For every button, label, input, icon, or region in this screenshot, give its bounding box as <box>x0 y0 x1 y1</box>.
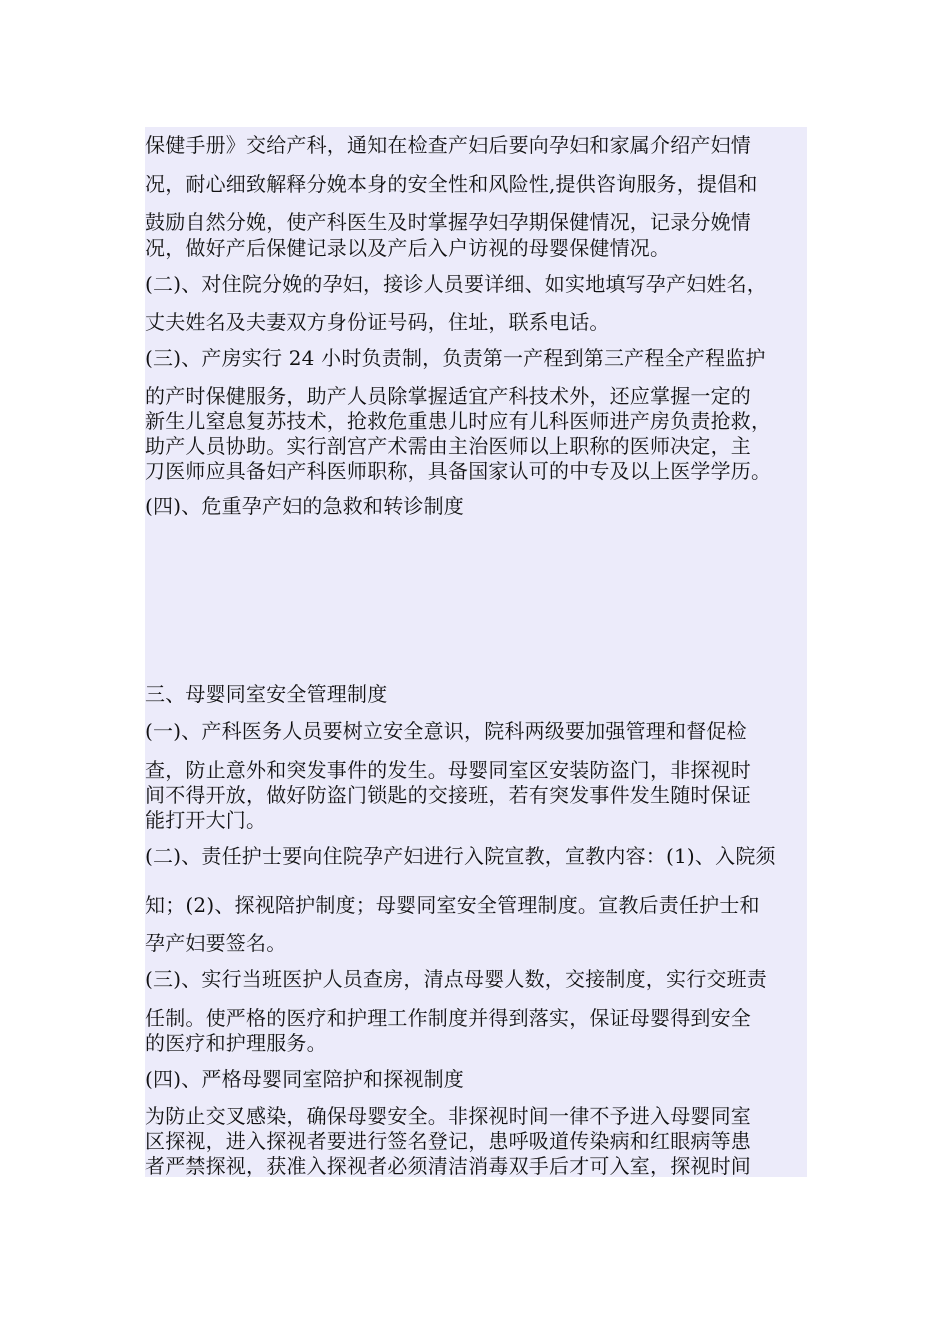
text-line: 知；(2)、探视陪护制度；母婴同室安全管理制度。宣教后责任护士和 <box>145 893 760 917</box>
text-line: 助产人员协助。实行剖宫产术需由主治医师以上职称的医师决定，主 <box>145 434 751 458</box>
text-line: 孕产妇要签名。 <box>145 931 287 955</box>
text-line: (二)、对住院分娩的孕妇，接诊人员要详细、如实地填写孕产妇姓名， <box>145 272 768 296</box>
text-line: (一)、产科医务人员要树立安全意识，院科两级要加强管理和督促检 <box>145 719 747 743</box>
text-line: 新生儿窒息复苏技术，抢救危重患儿时应有儿科医师进产房负责抢救， <box>145 409 772 433</box>
text-line: (三)、产房实行 24 小时负责制，负责第一产程到第三产程全产程监护 <box>145 346 766 370</box>
text-line: 能打开大门。 <box>145 808 267 832</box>
text-line: 任制。使严格的医疗和护理工作制度并得到落实，保证母婴得到安全 <box>145 1006 751 1030</box>
text-line: 的医疗和护理服务。 <box>145 1031 327 1055</box>
text-line: 区探视，进入探视者要进行签名登记，患呼吸道传染病和红眼病等患 <box>145 1129 751 1153</box>
text-line: 鼓励自然分娩，使产科医生及时掌握孕妇孕期保健情况，记录分娩情 <box>145 210 751 234</box>
section-heading: 三、母婴同室安全管理制度 <box>145 682 388 706</box>
text-line: 者严禁探视，获准入探视者必须清洁消毒双手后才可入室，探视时间 <box>145 1154 751 1178</box>
text-line: 况，做好产后保健记录以及产后入户访视的母婴保健情况。 <box>145 236 671 260</box>
text-line: (二)、责任护士要向住院孕产妇进行入院宣教，宣教内容：(1)、入院须 <box>145 844 776 868</box>
text-line: 况，耐心细致解释分娩本身的安全性和风险性,提供咨询服务，提倡和 <box>145 172 758 196</box>
text-line: 为防止交叉感染，确保母婴安全。非探视时间一律不予进入母婴同室 <box>145 1104 751 1128</box>
text-line: 丈夫姓名及夫妻双方身份证号码，住址，联系电话。 <box>145 310 610 334</box>
text-line: 查，防止意外和突发事件的发生。母婴同室区安装防盗门，非探视时 <box>145 758 751 782</box>
text-line: 的产时保健服务，助产人员除掌握适宜产科技术外，还应掌握一定的 <box>145 384 751 408</box>
text-line: (四)、严格母婴同室陪护和探视制度 <box>145 1067 465 1091</box>
text-line: 保健手册》交给产科，通知在检查产妇后要向孕妇和家属介绍产妇情 <box>145 133 751 157</box>
text-line: 刀医师应具备妇产科医师职称，具备国家认可的中专及以上医学学历。 <box>145 459 772 483</box>
text-line: 间不得开放，做好防盗门锁匙的交接班，若有突发事件发生随时保证 <box>145 783 751 807</box>
text-line: (四)、危重孕产妇的急救和转诊制度 <box>145 494 465 518</box>
text-line: (三)、实行当班医护人员查房，清点母婴人数，交接制度，实行交班责 <box>145 967 768 991</box>
